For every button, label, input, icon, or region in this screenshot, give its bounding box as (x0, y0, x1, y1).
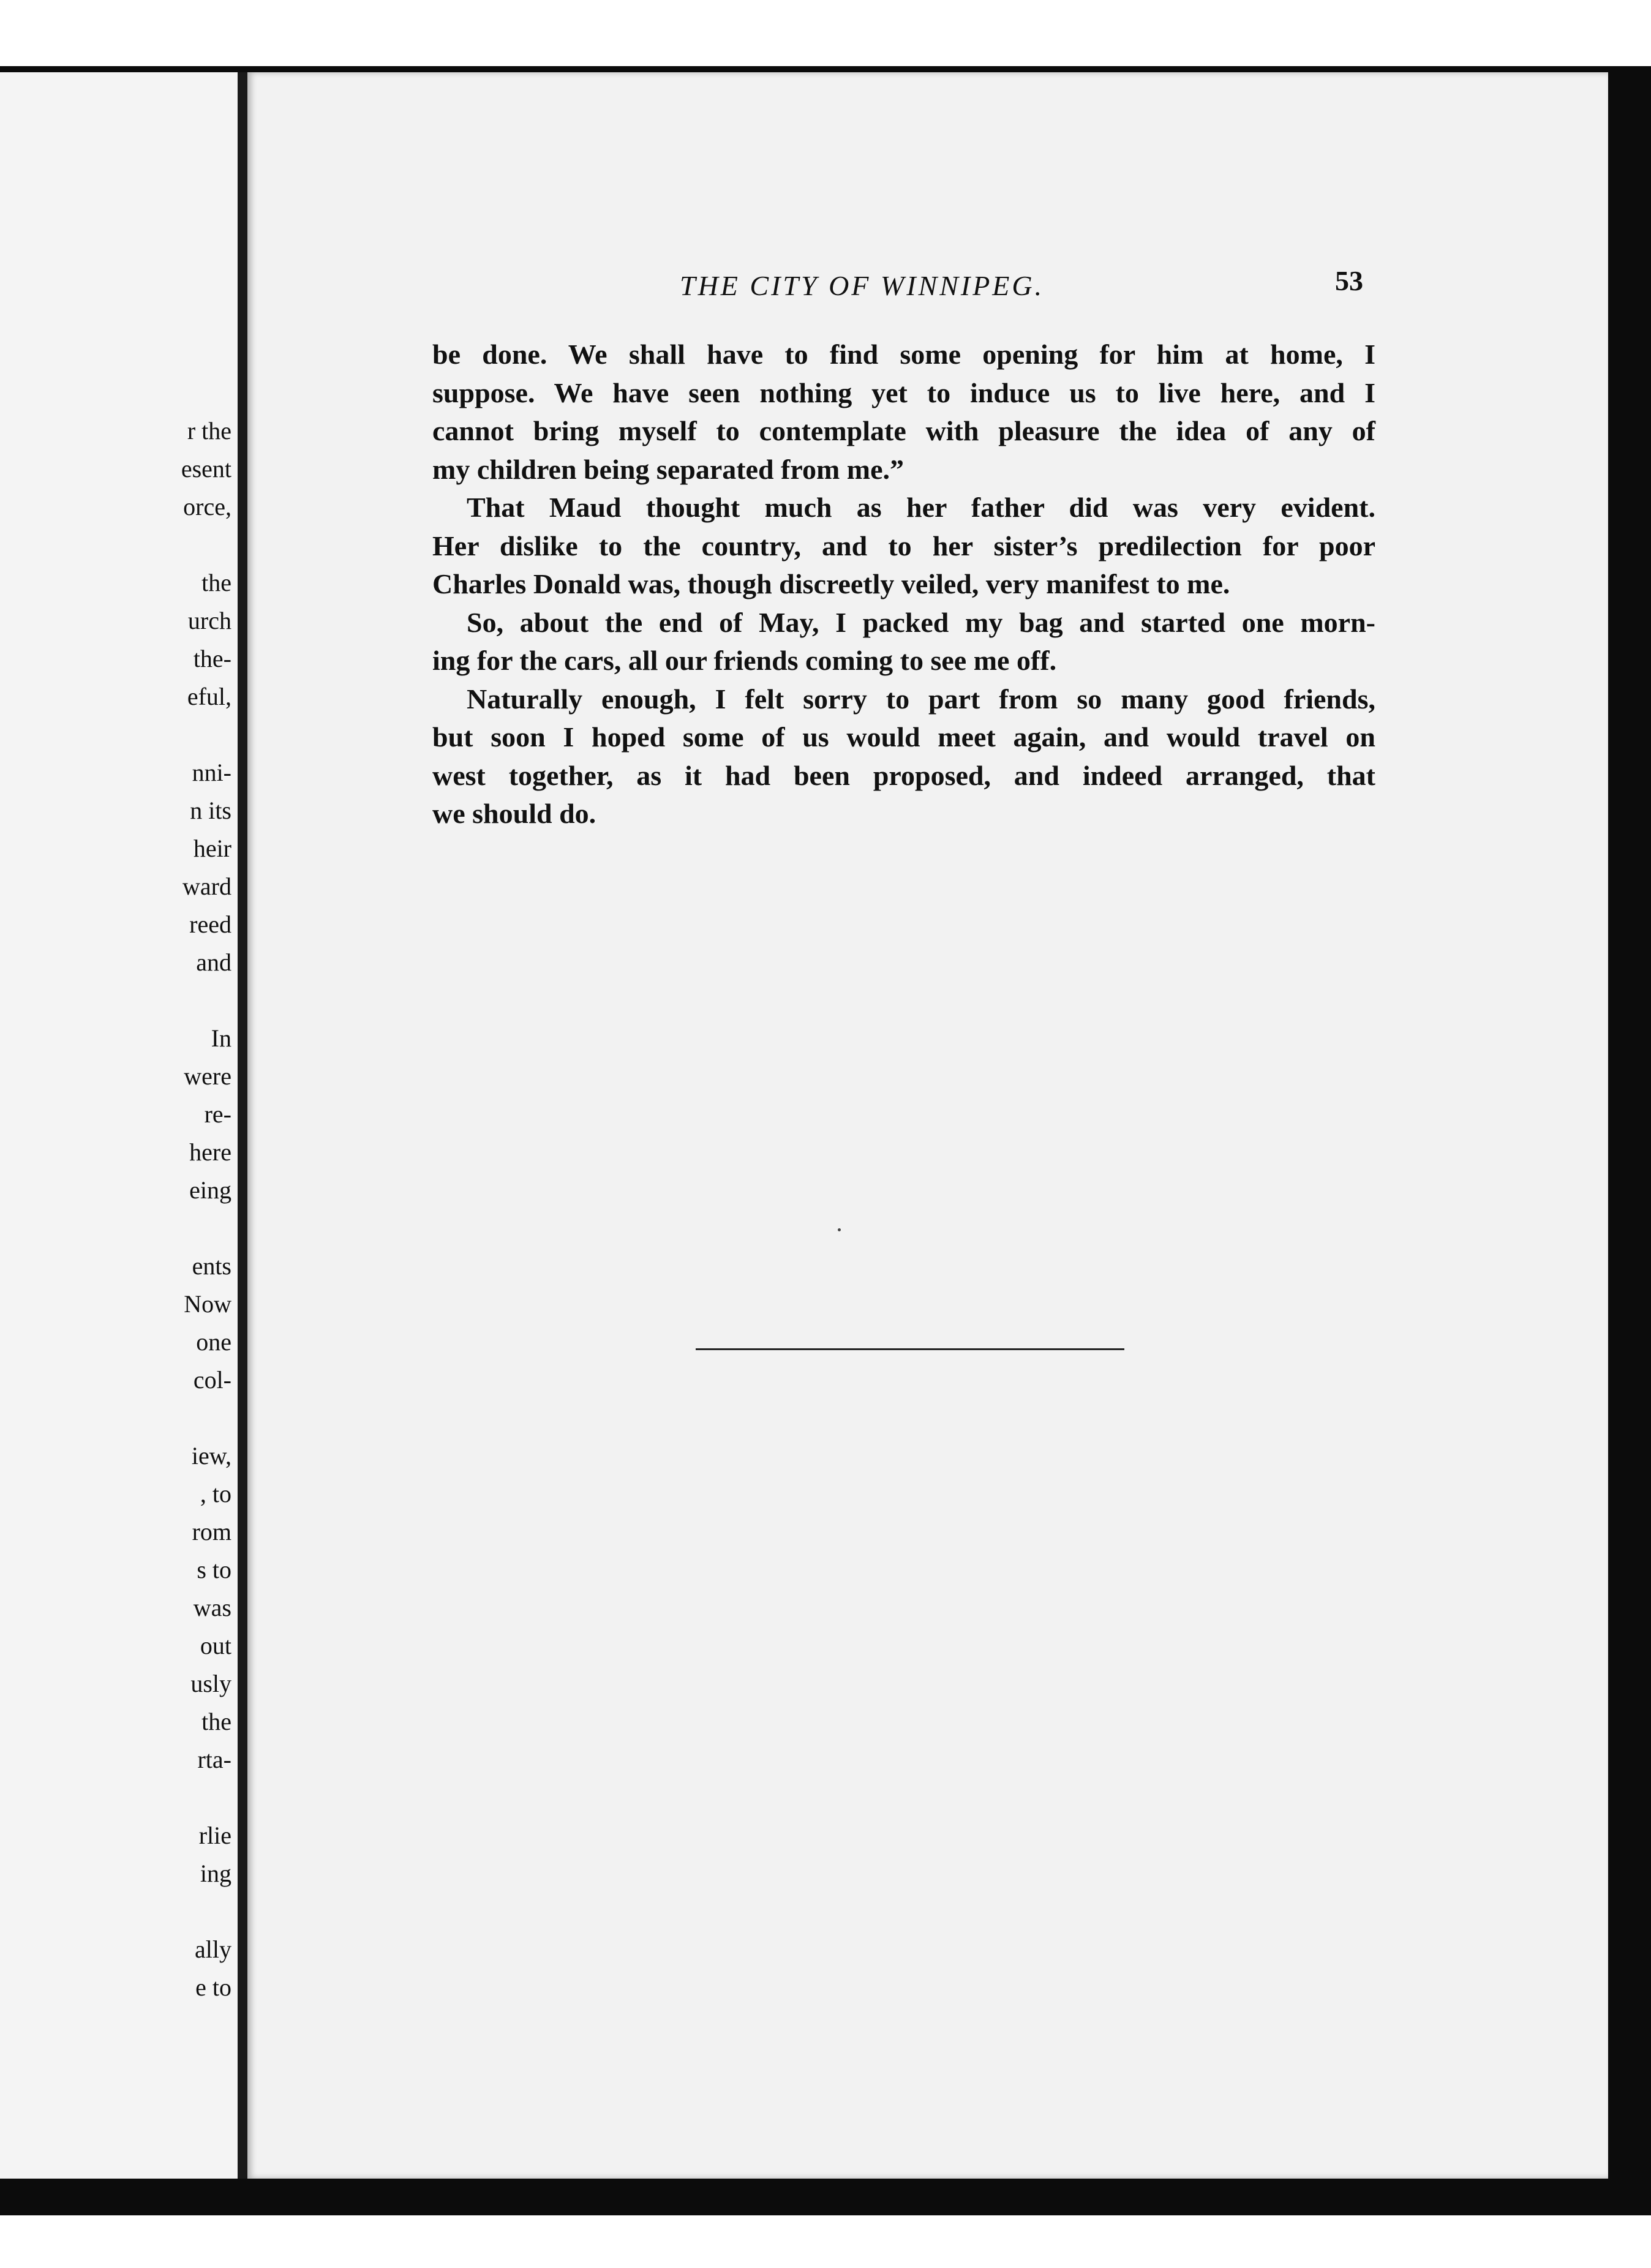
text-line: So, about the end of May, I packed my bag and started one morn- (467, 606, 1375, 638)
text-line: That Maud thought much as her father did was very evident. (467, 492, 1375, 523)
facing-page-fragment: orce, (183, 493, 231, 520)
facing-page (0, 72, 238, 2179)
page-number: 53 (1335, 265, 1363, 296)
facing-page-fragment: out (200, 1632, 231, 1659)
facing-page-fragment: ents (192, 1252, 231, 1280)
facing-page-fragment: reed (189, 911, 231, 938)
facing-page-fragment: col- (193, 1366, 231, 1394)
paragraph (432, 489, 1375, 604)
facing-page-fragment: here (189, 1138, 231, 1166)
text-line: suppose. We have seen nothing yet to induce us to live here, and I (432, 377, 1375, 408)
facing-page-fragment: eing (189, 1176, 231, 1204)
ink-speck (838, 1228, 841, 1231)
text-line: Naturally enough, I felt sorry to part from so many good friends, (467, 683, 1375, 715)
facing-page-fragment: , to (200, 1480, 231, 1508)
text-line: cannot bring myself to contemplate with pleasure the idea of any of (432, 415, 1375, 446)
text-line: but soon I hoped some of us would meet again, and would travel on (432, 721, 1375, 753)
facing-page-fragment: eful, (187, 683, 231, 710)
facing-page-fragment: were (184, 1062, 231, 1090)
facing-page-fragment: ward (182, 873, 231, 900)
facing-page-fragment: rom (192, 1518, 231, 1545)
facing-page-fragment: e to (195, 1973, 231, 2001)
facing-page-fragment: one (196, 1328, 231, 1356)
paragraph (432, 680, 1375, 833)
facing-page-fragment: and (196, 948, 231, 976)
facing-page-fragment: ally (195, 1936, 231, 1963)
facing-page-fragment: rta- (197, 1746, 231, 1773)
text-line: ing for the cars, all our friends coming to see me off. (432, 645, 1057, 676)
text-line: my children being separated from me.” (432, 453, 904, 485)
text-line: Her dislike to the country, and to her sister’s predilection for poor (432, 530, 1375, 561)
text-line: be done. We shall have to find some opening for him at home, I (432, 339, 1375, 370)
facing-page-fragment: r the (187, 417, 231, 445)
facing-page-fragment: In (211, 1024, 231, 1052)
facing-page-fragment: iew, (191, 1442, 231, 1470)
facing-page-fragment: esent (181, 455, 231, 483)
section-end-rule (696, 1348, 1124, 1350)
text-line: we should do. (432, 798, 596, 829)
book-gutter (238, 72, 247, 2179)
text-line: west together, as it had been proposed, and indeed arranged, that (432, 759, 1375, 791)
facing-page-fragment: n its (190, 797, 231, 824)
facing-page-fragment: heir (193, 835, 231, 862)
facing-page-fragment: was (193, 1594, 231, 1621)
facing-page-fragment: s to (197, 1556, 231, 1583)
paragraph (432, 604, 1375, 680)
body-text (432, 336, 1375, 833)
facing-page-fragment: Now (184, 1290, 231, 1318)
facing-page-fragment: the (201, 1708, 231, 1735)
facing-page-fragment: usly (190, 1670, 231, 1697)
facing-page-fragment: nni- (192, 759, 231, 786)
text-line: Charles Donald was, though discreetly veiled, very manifest to me. (432, 568, 1230, 599)
facing-page-fragment: urch (187, 607, 231, 634)
facing-page-fragment: rlie (198, 1822, 231, 1849)
paragraph (432, 336, 1375, 489)
facing-page-fragment: the (201, 569, 231, 596)
facing-page-fragment: re- (204, 1100, 231, 1128)
running-head: THE CITY OF WINNIPEG. (680, 270, 1045, 301)
facing-page-fragment: ing (200, 1860, 231, 1887)
facing-page-fragment: the- (193, 645, 231, 672)
